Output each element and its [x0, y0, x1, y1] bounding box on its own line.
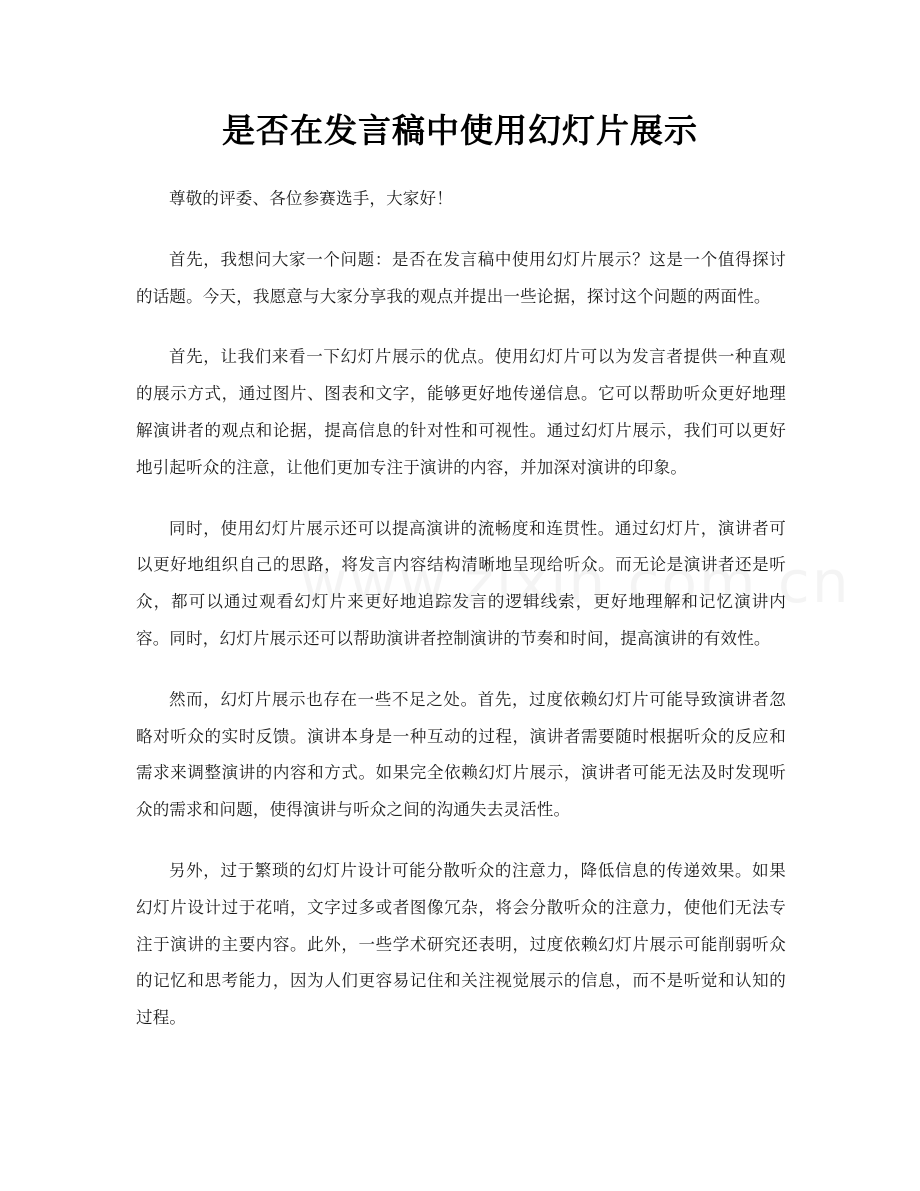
paragraph-greeting: 尊敬的评委、各位参赛选手，大家好！: [169, 189, 453, 208]
paragraph-fluency: 同时，使用幻灯片展示还可以提高演讲的流畅度和连贯性。通过幻灯片，演讲者可以更好地组织自己的思路，将发言内容结构清晰地呈现给听众。而无论是演讲者还是听众，都可以通过观看幻灯片来更好地追踪发言的逻辑线索，更好地理解和记忆演讲内容。同时，幻灯片展示还可以帮助演讲者控制演讲的节奏和时间，提高演讲的有效性。: [136, 518, 786, 648]
paragraph-distraction: 另外，过于繁琐的幻灯片设计可能分散听众的注意力，降低信息的传递效果。如果幻灯片设计过于花哨，文字过多或者图像冗杂，将会分散听众的注意力，使他们无法专注于演讲的主要内容。此外，一些学术研究还表明，过度依赖幻灯片展示可能削弱听众的记忆和思考能力，因为人们更容易记住和关注视觉展示的信息，而不是听觉和认知的过程。: [136, 860, 786, 1028]
document-body: [136, 181, 786, 1061]
paragraph-drawbacks: 然而，幻灯片展示也存在一些不足之处。首先，过度依赖幻灯片可能导致演讲者忽略对听众的实时反馈。演讲本身是一种互动的过程，演讲者需要随时根据听众的反应和需求来调整演讲的内容和方式。如果完全依赖幻灯片展示，演讲者可能无法及时发现听众的需求和问题，使得演讲与听众之间的沟通失去灵活性。: [136, 689, 786, 820]
paragraph-advantages: 首先，让我们来看一下幻灯片展示的优点。使用幻灯片可以为发言者提供一种直观的展示方式，通过图片、图表和文字，能够更好地传递信息。它可以帮助听众更好地理解演讲者的观点和论据，提高信息的针对性和可视性。通过幻灯片展示，我们可以更好地引起听众的注意，让他们更加专注于演讲的内容，并加深对演讲的印象。: [136, 347, 786, 477]
document-title: 是否在发言稿中使用幻灯片展示: [222, 111, 698, 150]
paragraph-intro: 首先，我想问大家一个问题：是否在发言稿中使用幻灯片展示？这是一个值得探讨的话题。今天，我愿意与大家分享我的观点并提出一些论据，探讨这个问题的两面性。: [136, 249, 786, 306]
